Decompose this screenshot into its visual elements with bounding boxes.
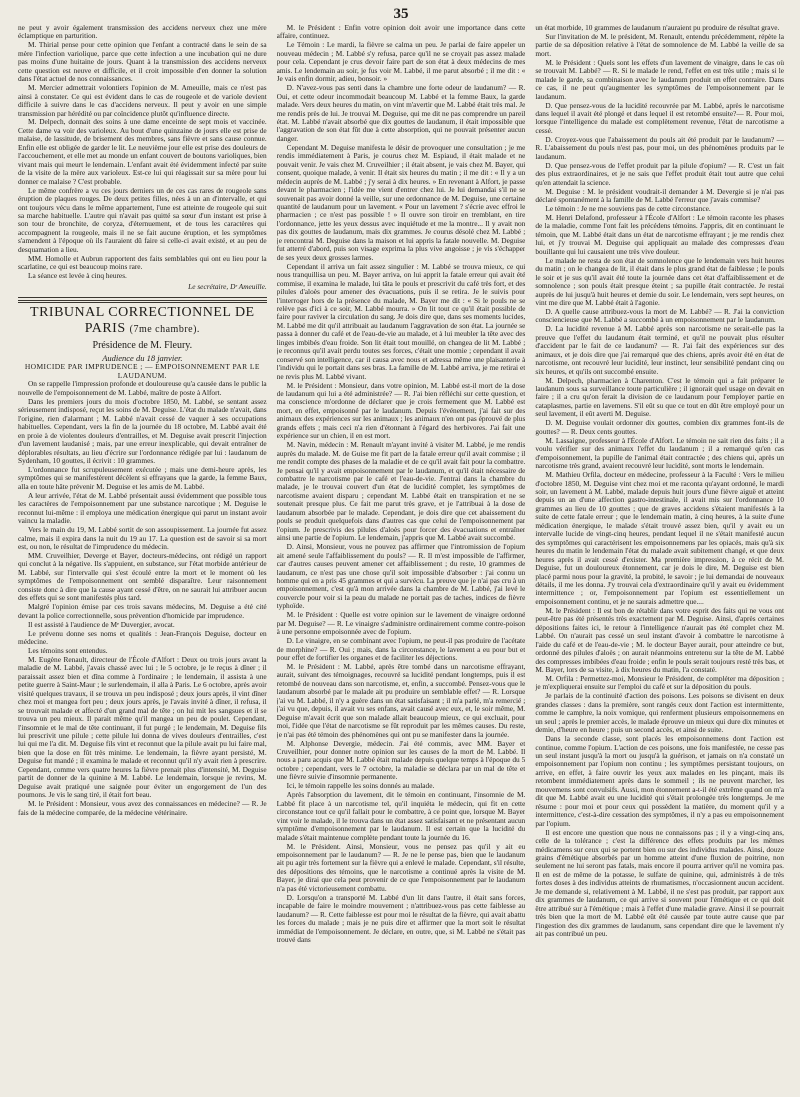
- article-paragraph: M. le Président. Ainsi, Monsieur, vous ne pensez pas qu'il y ait eu empoisonnement par le laudanum? — R. Je ne le pense pas, bien que le laudanum ait pu agir très fortement sur la fièvre qui a enlevé le malade. Cependant, s'il résulte, des dépositions des témoins, que le narcotisme a continué après la visite de M. Bayer, je dirai que cela peut provenir de ce que l'empoisonnement par le laudanum n'a pas été victorieusement combattu.: [276, 841, 526, 893]
- article-paragraph: D. A quelle cause attribuez-vous la mort de M. Labbé? — R. J'ai la conviction consciencieuse que M. Labbé a succombé à un empoisonnement par le laudanum.: [535, 306, 785, 325]
- article-paragraph: Vers le main du 19, M. Labbé sortit de son assoupissement. La journée fut assez calme, mais il expira dans la nuit du 19 au 17. La question est de savoir si sa mort est, ou non, le résultat de l'imprudence du médecin.: [18, 525, 267, 552]
- column-3: [535, 24, 784, 1096]
- article-paragraph: M. Delpech, donnait des soins à une dame enceinte de sept mois et vaccinée. Cette dame va voir des varioleux. Au bout d'une quinzaine de jours elle est prise de malaise, de lassitude, de brisement des membres, sans fièvre et sans cause connue. Enfin elle est obligée de garder le lit. Le neuvième jour elle est prise des douleurs de l'accouchement, et elle met au monde un enfant couvert de boutons varioliques, bien vivant mais qui meurt le lendemain. L'enfant avait été évidemment infecté par suite de la visite de la mère aux varioleux. Est-ce lui qui réagissait sur sa mère pour lui donner ce malaise ? C'est probable.: [18, 117, 267, 186]
- article-paragraph: D. Lorsqu'on a transporté M. Labbé d'un lit dans l'autre, il était sans forces, incapable de faire le moindre mouvement ; n'attribuez-vous pas cette faiblesse au laudanum? — R. Cette faiblesse est pour moi le résultat de la fièvre, qui avait abattu les forces du malade ; mais je ne puis dire et affirmer que la mort soit le résultat immédiat de l'empoisonnement. Je déclare, en outre, que, si M. Labbé ne s'était pas trouvé dans: [276, 892, 526, 944]
- article-paragraph: D. Que pensez-vous de l'effet produit par la pilule d'opium? — R. C'est un fait des plus extraordinaires, et je ne sais que l'effet produit était tout autre que celui qu'en attendait la science.: [535, 160, 785, 187]
- article-paragraph: M. le Président : Enfin votre opinion doit avoir une importance dans cette affaire, continuez.: [276, 24, 526, 41]
- article-paragraph: D. M. Deguise voulait ordonner dix gouttes, combien dix grammes font-ils de gouttes? — R. Deux cents gouttes.: [535, 418, 785, 436]
- article-paragraph: D. Croyez-vous que l'abaissement du pouls ait été produit par le laudanum? — R. L'abaissement du pouls n'est pas, pour moi, un des phénomènes produits par le laudanum.: [535, 134, 785, 161]
- article-paragraph: M. Deguise : M. le président voudrait-il demander à M. Devergie si je n'ai pas déclaré spontanément à la famille de M. Labbé l'erreur que j'avais commise?: [535, 186, 785, 205]
- section-divider: [18, 300, 267, 303]
- case-title: HOMICIDE PAR IMPRUDENCE ; — EMPOISONNEMENT PAR LE LAUDANUM.: [24, 362, 260, 380]
- article-paragraph: M. Alphonse Devergie, médecin. J'ai été commis, avec MM. Bayer et Cruveilhier, pour donner notre opinion sur les causes de la mort de M. Labbé. Il nous a paru acquis que M. Labbé était malade depuis quelque temps à l'époque du 5 octobre ; cependant, vers le 7 octobre, la maladie se déclara par un mal de tête et une fièvre suivie d'insomnie permanente.: [276, 738, 526, 782]
- article-paragraph: On se rappelle l'impression profonde et douloureuse qu'a causée dans le public la nouvelle de l'empoisonnement de M. Labbé, maître de poste à Alfort.: [18, 379, 267, 397]
- article-paragraph: Il est encore une question que nous ne connaissons pas ; il y a vingt-cinq ans, celle de la tolérance ; c'est la différence des effets produits par les mêmes médicamens sur ceux qui se portent bien ou sur des individus malades. Ainsi, douze grains d'émétique absorbés par un homme atteint d'une fluxion de poitrine, non seulement ne lui seront pas fatals, mais encore il pourra arriver qu'il ne vomira pas. Il en est de même de la potasse, le sulfate de quinine, qui, administrés à de très fortes doses à des individus atteints de rhumatismes, n'occasionnent aucun accident. Je me demande si, relativement à M. Labbé, il ne s'est pas produit, par rapport aux dix grammes de laudanum, ce qui arrive si souvent pour l'émétique et ce qui doit être attribué sur à l'émétique ; mais à l'effet d'une maladie grave. Ainsi il se pourrait très bien que la mort de M. Labbé eût été causée par toute autre cause que par l'ingestion des dix grammes de laudanum, sans cependant dire que le lavement n'y ait pas contribué un peu.: [535, 827, 785, 939]
- column-1: [18, 24, 267, 1096]
- article-paragraph: D. N'avez-vous pas senti dans la chambre une forte odeur de laudanum? — R. Oui, et cette odeur incommodait beaucoup M. Labbé et la femme Baux, la garde malade. Vers deux heures du matin, on vint m'avertir que M. Labbé était très mal. Je me rendis près de lui. Je trouvai M. Deguise, qui me dit ne pas comprendre un pareil état. M. Labbé n'avait absorbé que dix gouttes de laudanum, il était impossible que l'aggravation de son état fût due à cette absorption, qui ne pouvait présenter aucun danger.: [276, 83, 526, 143]
- article-paragraph: Après l'absorption du lavement, dit le témoin en continuant, l'insomnie de M. Labbé fit place à un narcotisme tel, qu'il inquiéta le médecin, qui fit en cette circonstance tout ce qu'il fallait pour le combattre, à ce point que, lorsque M. Bayer vint voir le malade, il le trouva dans un état assez satisfaisant et ne présentant aucun symptôme d'empoisonnement par le laudanum. Il est certain que la lucidité du malade s'était maintenue complète pendant toute la journée du 16.: [276, 790, 526, 842]
- section-divider: [18, 297, 267, 298]
- article-paragraph: Cependant il arriva un fait assez singulier : M. Labbé se trouva mieux, ce qui nous tranquillisa un peu. M. Bayer arriva, on lui apprit la fatale erreur qui avait été commise, il examina le malade, lui tâta le pouls et prescrivit du café très fort, et des pilules d'aloès pour amener des évacuations, puis il se retira. Je le suivis pour l'interroger hors de la présence du malade, M. Bayer me dit : « Si le pouls ne se relève pas d'ici à ce soir, M. Labbé mourra. » On lit tout ce qu'il était possible de faire pour raviver la circulation du sang. Je dois dire que, dans ses moments lucides, M. Labbé me dit qu'il attribuait au laudanum l'aggravation de son état. La journée se passa à donner du café et de l'eau-de-vie au malade, et à lui meubler la tête avec des linges imbibés d'eau froide. Son lit était tout mouillé, on changea de lit M. Labbé ; je reconnus qu'il avait perdu toutes ses forces, c'était une momie ; cependant il avait conservé son intelligence, car il causa avec nous et adressa même une plaisanterie à l'individu qui le portait dans ses bras. La famille de M. Labbé arriva, je me retirai et ne revis plus M. Labbé vivant.: [276, 261, 526, 381]
- report-signature: Le secrétaire, Dʳ Ameuille.: [188, 281, 267, 291]
- article-paragraph: Sur l'invitation de M. le président, M. Renault, entendu précédemment, répète la partie de sa déposition relative à l'état de somnolence de M. Labbé la veille de sa mort.: [535, 31, 785, 58]
- article-paragraph: A leur arrivée, l'état de M. Labbé présentait aussi évidemment que possible tous les caractères de l'empoisonnement par une substance narcotique ; M. Deguise le reconnut lui-même : il employa une médication énergique qui parut un instant avoir vaincu la maladie.: [18, 490, 267, 526]
- article-paragraph: Le même confrère a vu ces jours derniers un de ces cas rares de rougeole sans éruption de plaques rouges. De deux petites filles, nées à un an d'intervalle, et qui ont toujours vécu dans le même appartement, l'une est atteinte de rougeole qui suit sa marche habituelle. L'autre qui n'avait pas quitté sa sœur d'un instant est prise à son tour de bronchite, de coryza, d'éternuement, et de tous les caractères qui accompagnent la rougeole, mais il ne se fait aucune éruption, et les symptômes s'amendent à l'époque où ils l'auraient dû faire si celle-ci avait existé, et au peu de desquamation a lieu.: [18, 185, 267, 254]
- article-paragraph: M. Henri Delafond, professeur à l'École d'Alfort : Le témoin raconte les phases de la maladie, comme l'ont fait les précédens témoins. J'appris, dit en continuant le témoin, que M. Labbé était dans un état de narcotisme effrayant ; je me rendis chez lui, et j'y trouvai M. Deguise qui appliquait au malade des compresses d'eau bouillante qui lui causaient une très vive douleur.: [535, 212, 785, 256]
- article-paragraph: M. Delpech, pharmacien à Charenton. C'est le témoin qui a fait préparer le laudanum sous sa surveillance toute particulière ; il ignorait quel usage on devait en faire ; il a cru qu'on ferait la division de ce laudanum pour l'employer partie en cataplasmes, partie en lavemens. S'il eût su que ce tout en dût être employé pour un seul lavement, il eût averti M. Deguise.: [535, 375, 785, 419]
- article-paragraph: Je parlais de la continuité d'action des poisons. Les poisons se divisent en deux grandes classes : dans la première, sont rangés ceux dont l'action est intermittente, comme le camphre, la noix vomique, qui renferment plusieurs empoisonnemens en un seul ; après le premier accès, le malade éprouve un mieux qui dure dix minutes et demie, d'heure en heure ; puis un second accès, et ainsi de suite.: [535, 691, 785, 735]
- article-paragraph: Il est assisté à l'audience de Mᵉ Duvergier, avocat.: [28, 619, 175, 629]
- article-paragraph: M. le Président : Monsieur, vous avez des connaissances en médecine? — R. Je fais de la médecine comparée, de la médecine vétérinaire.: [18, 799, 267, 817]
- article-paragraph: M. Thirial pense pour cette opinion que l'enfant a contracté dans le sein de sa mère l'infection variolique, parce que cette infection a une incubation qui ne dure pas moins d'une huitaine de jours. Quant à la transmission des accidens nerveux cette question est neuve et difficile, et il croit impossible d'en donner la solution dans l'état actuel de nos connaissances.: [18, 40, 267, 84]
- article-paragraph: Dans les premiers jours du mois d'octobre 1850, M. Labbé, se sentant assez sérieusement indisposé, reçut les soins de M. Deguise. L'état du malade n'avait, dans l'origine, rien d'alarmant ; M. Labbé n'avait cessé de vaquer à ses occupations habituelles. Cependant, vers la fin de la journée du 18 octobre, M. Labbé avait été en proie à de violentes douleurs d'entrailles, et M. Deguise avait prescrit l'injection d'un lavement laudanisé ; mais, par une erreur inexplicable, qui devait entraîner de déplorables résultats, au lieu d'écrire sur l'ordonnance rédigée par lui : laudanum de Sydenham, 10 gouttes, il écrivit : 10 grammes.: [18, 396, 267, 466]
- article-paragraph: Le prévenu donne ses noms et qualités : Jean-François Deguise, docteur en médecine.: [18, 628, 267, 647]
- article-paragraph: MM. Homolle et Aubrun rapportent des faits semblables qui ont eu lieu pour la scarlatine, ce qui est beaucoup moins rare.: [18, 253, 267, 272]
- article-paragraph: M. le Président : Il est bon de rétablir dans votre esprit des faits qui ne vous ont peut-être pas été présentés très exactement par M. Deguise. Ainsi, d'après certaines dépositions faites ici, le retour à l'intelligence n'aurait pas été complet chez M. Labbé. On n'aurait pas cessé un seul instant d'avoir à combattre le narcotisme à l'aide du café et de l'eau-de-vie ; M. le docteur Bayer aurait, pour atteindre ce but, ordonné des pilules d'aloès ; on aurait néanmoins entretenu sur la tête de M. Labbé des compresses imbibées d'eau froide ; enfin le pouls serait toujours resté très bas, et M. Bayer, lors de sa visite, à dix heures du matin, l'a constaté.: [535, 605, 785, 674]
- article-paragraph: ne peut y avoir également transmission des accidens nerveux chez une mère éclamptique en parturition.: [18, 24, 267, 41]
- court-title: TRIBUNAL CORRECTIONNEL DE PARIS: [30, 305, 255, 337]
- article-paragraph: Le témoin : Je ne me souviens pas de cette circonstance.: [545, 204, 711, 214]
- presidency-line: Présidence de M. Fleury.: [92, 340, 193, 352]
- article-paragraph: MM. Cruveilhier, Deverge et Bayer, docteurs-médecins, ont rédigé un rapport qui conclut à la négative. Ils s'appuient, en substance, sur l'état morbide antérieur de M. Labbé, sur l'intervalle qui s'est écoulé entre la mort et le moment où les symptômes de l'empoisonnement ont semblé disparaître. Leur raisonnement consiste donc à dire que la cause ayant cessé d'être, on ne saurait lui attribuer aucun des effets qui se sont manifestés plus tard.: [18, 551, 267, 603]
- article-paragraph: M. Eugène Renault, directeur de l'École d'Alfort : Deux ou trois jours avant la maladie de M. Labbé, j'avais chassé avec lui ; le 5 octobre, je le reçus à dîner ; il paraissait assez bien et dîna comme à l'ordinaire ; le lendemain, il assista à une petite guerre à Saint-Maur ; le surlendemain, il alla à Paris. Le 6 octobre, après avoir visité quelques travaux, il se trouva un peu indisposé ; deux jours après, il vint dîner chez moi et mangea fort peu ; deux jours après, je l'avais invité à dîner, il refusa, il se trouvait malade et affecté d'un grand mal de tête ; on lui mit les sangsues et il se trouva un peu mieux. Il parait même qu'il mangea un peu de poulet. Cependant, l'insomnie et le mal de tête continuant, il fut purgé ; le lendemain, M. Deguise fils lui prescrivit une pilule ; cette pilule lui donna de vives douleurs d'entrailles, c'est lui qui me l'a dit. M. Deguise fils vint et reconnut que la pilule avait pu lui faire mal, bien que la dose en fût très minime. Le lendemain, la fièvre ayant persisté, M. Deguise fut mandé ; il examina le malade et reconnut qu'il n'y avait rien à prescrire. Cependant, comme vers quatre heures la fièvre prenait plus d'intensité, M. Deguise partit de donner de la quinine à M. Labbé. Le lendemain, lorsque je revins, M. Deguise avait pratiqué une saignée pour éviter un engorgement de l'un des poumons. Je vis le sang tiré, il était fort beau.: [18, 654, 267, 800]
- article-paragraph: M. Mathieu Orfila, docteur en médecine, professeur à la Faculté : Vers le milieu d'octobre 1850, M. Deguise vint chez moi et me raconta qu'ayant ordonné, le mardi soir, un lavement à M. Labbé, malade depuis huit jours d'une fièvre aiguë et atteint depuis un an d'une affection gastro-intestinale, il avait mis sur l'ordonnance 10 grammes au lieu de 10 gouttes ; que de graves accidens s'étaient manifestés à la suite de cette fatale erreur ; que le lendemain matin, à cinq heures, à la suite d'une médication énergique, le malade s'était trouvé assez bien, qu'il y avait eu un intervalle lucide de vingt-cinq heures, pendant lequel il ne s'était manifesté aucun des symptômes qui caractérisent les empoisonnemens par les opiacés, mais qu'à six heures du matin le lendemain l'état du malade avait subitement changé, et que deux heures après il avait cessé d'exister. Ma première impression, à ce récit de M. Deguise, fut un douloureux étonnement, car je dois le dire, M. Deguise est bien placé parmi nous pour la gravité, la probité, le savoir ; je lui demandai de nouveaux détails, il me les donna. J'y trouvai cela d'extraordinaire qu'il y avait eu évidemment intermittence ; or, l'empoisonnement par l'opium est essentiellement un empoisonnement continu, et je ne saurais admettre que....: [535, 470, 785, 606]
- court-chamber: (7me chambre).: [129, 324, 200, 336]
- article-paragraph: D. La lucidité revenue à M. Labbé après son narcotisme ne serait-elle pas la preuve que l'effet du laudanum était terminé, et qu'il ne pouvait plus résulter d'accident par le fait de ce laudanum? — R. J'ai fait des expériences sur des animaux, et je dois dire que j'ai remarqué que des chiens, après avoir été en état de narcotisme, ont recouvré leur lucidité, leur instinct, leur sensibilité pendant cinq ou six heures, et qu'ils ont succombé ensuite.: [535, 324, 785, 376]
- article-paragraph: D. Ainsi, Monsieur, vous ne pouvez pas affirmer que l'intromission de l'opium ait amené seule l'affaiblissement du pouls? — R. Il m'est impossible de l'affirmer, car d'autres causes peuvent amener cet affaiblissement ; du reste, 10 grammes de laudanum, ce n'est pas une chose qu'il soit impossible d'absorber : j'ai connu un homme qui en a pris 45 grammes et qui a survécu. La preuve que je n'ai pas cru à un empoisonnement, c'est qu'à mon arrivée dans la chambre de M. Labbé, j'ai levé le couvercle pour voir si la peau du malade ne portait pas de taches, indices de fièvre typhoïde.: [276, 542, 526, 611]
- article-paragraph: Cependant M. Deguise manifesta le désir de provoquer une consultation ; je me rendis immédiatement à Paris, je courus chez M. Espiaud, il était malade et ne pouvait venir. Je vais chez M. Cruveilhier ; il était absent, je vais chez M. Bayer, qui consent, quoique malade, à venir. Il était six heures du matin ; il me dit : « Il y a un médecin auprès de M. Labbé ; j'y serai à dix heures. » En revenant à Alfort, je passe devant le pharmacien ; l'idée me vient d'entrer chez lui. Je lui demandai s'il ne se souvenait pas avoir donné la veille, sur une ordonnance de M. Deguise, une certaine quantité de laudanum pour un lavement. « Pour un lavement ? s'écrie avec effroi le pharmacien ; ce n'est pas possible ! » Il ouvre son tiroir en tremblant, en tire l'ordonnance, jette les yeux dessus avec inquiétude et me la montre... Il y avait non pas dix gouttes de laudanum, mais dix grammes. Je courus désolé chez M. Labbé ; je rencontrai M. Deguise dans la maison et lui appris la fatale nouvelle. M. Deguise fut atterré d'abord, puis son visage exprima la plus vive angoisse ; je vis s'échapper de ses yeux deux grosses larmes.: [276, 142, 526, 262]
- article-paragraph: Malgré l'opinion émise par ces trois savans médecins, M. Deguise a été cité devant la police correctionnelle, sous prévention d'homicide par imprudence.: [18, 602, 267, 620]
- court-heading: [18, 305, 267, 338]
- article-paragraph: M. le Président : Monsieur, dans votre opinion, M. Labbé est-il mort de la dose de laudanum qui lui a été administrée? — R. J'ai bien réfléchi sur cette question, et ma conscience m'ordonne de déclarer que je crois fermement que M. Labbé est mort, en effet, empoisonné par le laudanum. Depuis l'événement, j'ai fait sur des animaux des expériences sur les animaux ; les animaux n'en ont pas éprouvé de plus grands effets ; mais ceci n'a rien d'étonnant à l'égard des herbivores. J'ai fait une expérience sur un chien, il en est mort.: [276, 380, 526, 441]
- article-paragraph: Ici, le témoin rappelle les soins donnés au malade.: [286, 781, 435, 791]
- columns: [18, 24, 784, 1096]
- article-paragraph: M. le Président : M. Labbé, après être tombé dans un narcotisme effrayant, aurait, suivant des témoignages, recouvré sa lucidité pendant longtemps, puis il est retombé de nouveau dans son narcotisme, et, enfin, a succombé. Pensez-vous que le laudanum absorbé par le malade ait pu produire un semblable effet? — R. Lorsque j'ai vu M. Labbé, il n'y a guère dans un état satisfaisant ; il m'a parlé, m'a remercié ; j'ai vu que, depuis, il avait vu ses enfans, avait causé avec eux, et, le soir même, M. Deguise m'avait écrit que son malade allait beaucoup mieux, ce qui excluait, pour moi, l'idée que l'état de narcotisme se fût reproduit par les mêmes causes. Du reste, je n'ai pas été témoin des phénomènes qui ont pu se manifester dans la journée.: [276, 661, 526, 739]
- article-paragraph: M. Orfila : Permettez-moi, Monsieur le Président, de compléter ma déposition ; je m'expliquerai ensuite sur l'emploi du café et sur la déposition du pouls.: [535, 673, 785, 692]
- audience-date: Audience du 18 janvier.: [102, 352, 183, 363]
- article-paragraph: D. Le vinaigre, en se combinant avec l'opium, ne peut-il pas produire de l'acétate de morphine? — R. Oui ; mais, dans la circonstance, le lavement a eu pour but et pour effet de fortifier les organes et de faciliter les déjections.: [276, 636, 526, 663]
- article-paragraph: Le malade ne resta de son état de somnolence que le lendemain vers huit heures du matin ; on le changea de lit, il était dans le plus grand état de faiblesse ; le pouls le soir et je sus qu'il avait été toute la journée dans cet état d'affaiblissement et de somnolence ; son pouls était presque éteint ; sa pupille était contractée. Je restai auprès de lui jusqu'à huit heures et demie du soir. Le lendemain, vers sept heures, on vint me dire que M. Labbé était à l'agonie.: [535, 255, 785, 307]
- article-paragraph: M. Lassaigne, professeur à l'École d'Alfort. Le témoin ne sait rien des faits ; il a voulu vérifier sur des animaux l'effet du laudanum ; il a remarqué qu'en cas d'empoisonnement, la pupille de l'animal était contractée ; des chiens qui, après un narcotisme très grand, avaient recouvré leur lucidité, sont morts le lendemain.: [535, 435, 785, 471]
- article-paragraph: L'ordonnance fut scrupuleusement exécutée ; mais une demi-heure après, les symptômes qui se manifestèrent décèlent si effrayans que la garde, la femme Baux, alla en toute hâte prévenir M. Deguise et les amis de M. Labbé.: [18, 464, 267, 491]
- article-paragraph: M. le Président : Quels sont les effets d'un lavement de vinaigre, dans le cas où se trouvait M. Labbé? — R. Si le malade le rend, l'effet en est très utile ; mais si le malade le garde, sa combinaison avec le laudanum produit un effet contraire. Dans ce cas, il ne peut qu'augmenter les symptômes de l'empoisonnement par le laudanum.: [535, 57, 785, 101]
- column-2: [277, 24, 526, 1096]
- article-paragraph: D. Que pensez-vous de la lucidité recouvrée par M. Labbé, après le narcotisme dans lequel il avait été plongé et dans lequel il est retombé ensuite?— R. Pour moi, lorsque l'intelligence du malade est complètement revenue, l'état de narcotisme a cessé.: [535, 100, 785, 135]
- article-paragraph: Dans la seconde classe, sont placés les empoisonnemens dont l'action est continue, comme l'opium. L'action de ces poisons, une fois manifestée, ne cesse pas un seul instant jusqu'à la mort ou jusqu'à la guérison, et jamais on n'a constaté un empoisonnement par l'opium non continu ; les symptômes persistant toujours, on arrive, en effet, à faire ouvrir les yeux aux malades en les pinçant, mais ils retombent immédiatement après dans le sommeil ; ils ne peuvent marcher, les mouvemens sont convulsifs. Aussi, mon étonnement a-t-il été extrême quand on m'a dit que M. Labbé avait eu une lucidité qui s'était prolongée très longtemps. Je me résume : pour moi et pour ceux qui possèdent la matière, du moment qu'il y a intermittence, c'est-à-dire cessation des symptômes, il n'y a pas eu empoisonnement par l'opium.: [535, 734, 785, 828]
- article-paragraph: Le Témoin : Le mardi, la fièvre se calma un peu. Je parlai de faire appeler un nouveau médecin ; M. Labbé s'y refusa, parce qu'il ne se croyait pas assez malade pour cela. Cependant je crus devoir faire part de son état à deux médecins de mes amis. Le lendemain au soir, je fus voir M. Labbé, il me parut absorbé ; il me dit : « Je vais enfin dormir, adieu, bonsoir. »: [276, 40, 526, 84]
- article-paragraph: Les témoins sont entendus.: [28, 646, 108, 655]
- article-paragraph: M. Navin, médecin : M. Renault m'ayant invité à visiter M. Labbé, je me rendis auprès du malade. M. de Guise me fit part de la fatale erreur qu'il avait commise ; il me rendit compte des phases de la maladie et de ce qu'il avait fait pour la combattre. Je pensai qu'il y avait empoisonnement par le laudanum, et qu'il était nécessaire de combattre le narcotisme par le café et l'eau-de-vie. J'entrai dans la chambre du malade, je le trouvai couvert d'un état de lucidité complet, les symptômes de narcotisme avaient disparu ; cependant M. Labbé était en transpiration et ne se soutenait presque plus. Ce fait me parut très grave, et je l'attribuai à la dose de laudanum absorbée par le malade. Cependant, je dois dire que cet abaissement du pouls se produit quelquefois dans d'autres cas que celui de l'empoisonnement par l'opium. Je prescrivis des pilules d'aloès pour forcer des évacuations et entraîner ainsi une partie de l'opium. Le lendemain, j'appris que M. Labbé avait succombé.: [276, 440, 526, 543]
- article-paragraph: M. Mercier admettrait volontiers l'opinion de M. Ameuille, mais ce n'est pas ainsi à constater. Ce qui est évident dans le cas de rougeole et de variole devient difficile à suivre dans le cas d'accidens nerveux. Il peut y avoir en une simple transmission par hérédité ou par coïncidence plutôt qu'influence directe.: [18, 83, 267, 118]
- article-paragraph: un état morbide, 10 grammes de laudanum n'auraient pu produire de résultat grave.: [535, 24, 780, 32]
- page-number: 35: [393, 6, 409, 22]
- article-paragraph: M. le Président : Quelle est votre opinion sur le lavement de vinaigre ordonné par M. Deguise? — R. Le vinaigre s'administre ordinairement comme contre-poison à une personne empoisonnée avec de l'opium.: [276, 610, 526, 637]
- article-paragraph: La séance est levée à cinq heures.: [28, 271, 127, 281]
